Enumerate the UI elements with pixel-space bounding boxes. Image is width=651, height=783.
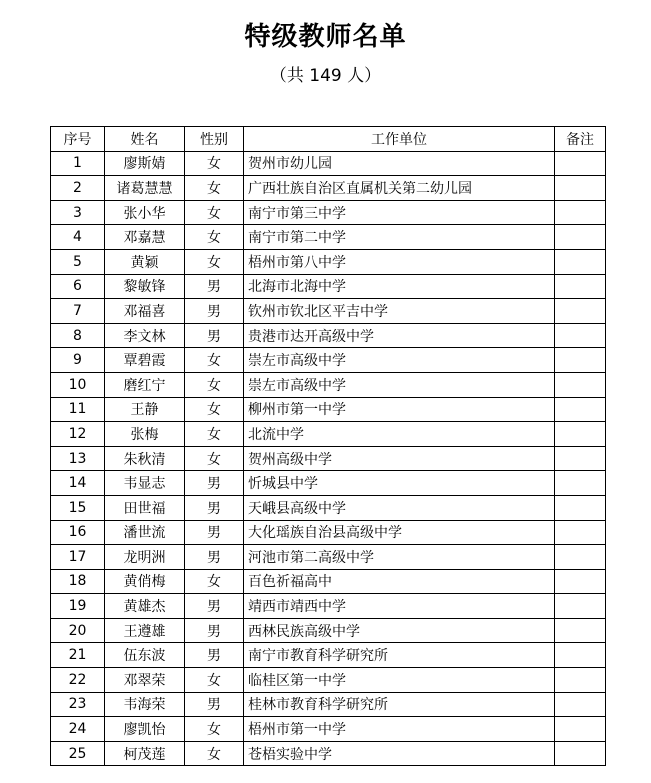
table-row — [51, 274, 606, 299]
cell-workplace: 临桂区第一中学 — [244, 668, 555, 693]
cell-remarks — [555, 495, 606, 520]
cell-name: 韦显志 — [105, 471, 185, 496]
table-body — [51, 151, 606, 766]
cell-gender: 女 — [185, 176, 244, 201]
cell-gender: 男 — [185, 323, 244, 348]
cell-gender: 男 — [185, 299, 244, 324]
cell-number: 13 — [51, 446, 105, 471]
cell-number: 24 — [51, 717, 105, 742]
cell-number: 9 — [51, 348, 105, 373]
cell-gender: 女 — [185, 446, 244, 471]
cell-gender: 女 — [185, 372, 244, 397]
table-row — [51, 594, 606, 619]
cell-gender: 女 — [185, 348, 244, 373]
cell-number: 2 — [51, 176, 105, 201]
cell-name: 覃碧霞 — [105, 348, 185, 373]
cell-number: 25 — [51, 741, 105, 766]
cell-number: 10 — [51, 372, 105, 397]
cell-workplace: 广西壮族自治区直属机关第二幼儿园 — [244, 176, 555, 201]
cell-name: 邓嘉慧 — [105, 225, 185, 250]
cell-remarks — [555, 200, 606, 225]
header-row — [51, 127, 606, 152]
table-row — [51, 471, 606, 496]
cell-name: 潘世流 — [105, 520, 185, 545]
table-row — [51, 495, 606, 520]
cell-workplace: 崇左市高级中学 — [244, 372, 555, 397]
cell-gender: 女 — [185, 422, 244, 447]
cell-gender: 男 — [185, 520, 244, 545]
cell-number: 12 — [51, 422, 105, 447]
cell-number: 4 — [51, 225, 105, 250]
cell-number: 14 — [51, 471, 105, 496]
table-row — [51, 151, 606, 176]
table-row — [51, 348, 606, 373]
cell-workplace: 西林民族高级中学 — [244, 618, 555, 643]
cell-number: 5 — [51, 249, 105, 274]
cell-name: 廖凯怡 — [105, 717, 185, 742]
cell-remarks — [555, 372, 606, 397]
table-row — [51, 299, 606, 324]
table-row — [51, 249, 606, 274]
cell-number: 20 — [51, 618, 105, 643]
cell-workplace: 南宁市教育科学研究所 — [244, 643, 555, 668]
cell-workplace: 柳州市第一中学 — [244, 397, 555, 422]
table-row — [51, 569, 606, 594]
cell-gender: 女 — [185, 717, 244, 742]
cell-name: 龙明洲 — [105, 545, 185, 570]
cell-workplace: 靖西市靖西中学 — [244, 594, 555, 619]
table-row — [51, 741, 606, 766]
cell-remarks — [555, 717, 606, 742]
cell-gender: 女 — [185, 151, 244, 176]
cell-workplace: 贺州市幼儿园 — [244, 151, 555, 176]
cell-remarks — [555, 692, 606, 717]
cell-workplace: 桂林市教育科学研究所 — [244, 692, 555, 717]
cell-remarks — [555, 249, 606, 274]
cell-number: 6 — [51, 274, 105, 299]
cell-gender: 男 — [185, 618, 244, 643]
page-title: 特级教师名单 — [244, 22, 407, 52]
cell-workplace: 梧州市第八中学 — [244, 249, 555, 274]
table-row — [51, 618, 606, 643]
table-row — [51, 397, 606, 422]
cell-number: 7 — [51, 299, 105, 324]
cell-workplace: 贺州高级中学 — [244, 446, 555, 471]
cell-gender: 女 — [185, 668, 244, 693]
cell-gender: 女 — [185, 741, 244, 766]
teacher-list-table — [50, 126, 606, 766]
header-workplace: 工作单位 — [244, 127, 555, 152]
cell-name: 黄俏梅 — [105, 569, 185, 594]
cell-name: 李文林 — [105, 323, 185, 348]
cell-workplace: 贵港市达开高级中学 — [244, 323, 555, 348]
table-row — [51, 372, 606, 397]
cell-name: 王遵雄 — [105, 618, 185, 643]
table-header — [51, 127, 606, 152]
cell-workplace: 苍梧实验中学 — [244, 741, 555, 766]
cell-number: 19 — [51, 594, 105, 619]
table-row — [51, 520, 606, 545]
cell-remarks — [555, 741, 606, 766]
cell-remarks — [555, 643, 606, 668]
cell-remarks — [555, 274, 606, 299]
cell-remarks — [555, 471, 606, 496]
header-number: 序号 — [51, 127, 105, 152]
cell-workplace: 大化瑶族自治县高级中学 — [244, 520, 555, 545]
cell-workplace: 天峨县高级中学 — [244, 495, 555, 520]
cell-gender: 男 — [185, 274, 244, 299]
cell-name: 韦海荣 — [105, 692, 185, 717]
cell-number: 15 — [51, 495, 105, 520]
cell-name: 朱秋清 — [105, 446, 185, 471]
cell-remarks — [555, 151, 606, 176]
cell-number: 1 — [51, 151, 105, 176]
cell-number: 8 — [51, 323, 105, 348]
cell-number: 23 — [51, 692, 105, 717]
table-row — [51, 717, 606, 742]
cell-gender: 男 — [185, 471, 244, 496]
cell-remarks — [555, 446, 606, 471]
cell-remarks — [555, 348, 606, 373]
cell-gender: 女 — [185, 249, 244, 274]
cell-name: 黄雄杰 — [105, 594, 185, 619]
cell-name: 邓福喜 — [105, 299, 185, 324]
cell-name: 黄颖 — [105, 249, 185, 274]
cell-gender: 女 — [185, 397, 244, 422]
table-row — [51, 225, 606, 250]
cell-workplace: 崇左市高级中学 — [244, 348, 555, 373]
table-row — [51, 643, 606, 668]
header-gender: 性别 — [185, 127, 244, 152]
cell-name: 邓翠荣 — [105, 668, 185, 693]
cell-name: 柯茂莲 — [105, 741, 185, 766]
table-row — [51, 176, 606, 201]
cell-number: 3 — [51, 200, 105, 225]
cell-number: 21 — [51, 643, 105, 668]
cell-workplace: 北流中学 — [244, 422, 555, 447]
cell-name: 伍东波 — [105, 643, 185, 668]
cell-gender: 男 — [185, 495, 244, 520]
cell-name: 磨红宁 — [105, 372, 185, 397]
table-row — [51, 323, 606, 348]
table-row — [51, 668, 606, 693]
cell-name: 张梅 — [105, 422, 185, 447]
cell-remarks — [555, 520, 606, 545]
cell-name: 黎敏锋 — [105, 274, 185, 299]
cell-name: 王静 — [105, 397, 185, 422]
cell-workplace: 百色祈福高中 — [244, 569, 555, 594]
cell-number: 18 — [51, 569, 105, 594]
cell-workplace: 河池市第二高级中学 — [244, 545, 555, 570]
table-row — [51, 422, 606, 447]
cell-gender: 男 — [185, 545, 244, 570]
table-row — [51, 692, 606, 717]
cell-workplace: 北海市北海中学 — [244, 274, 555, 299]
cell-workplace: 钦州市钦北区平吉中学 — [244, 299, 555, 324]
cell-name: 田世福 — [105, 495, 185, 520]
cell-gender: 男 — [185, 594, 244, 619]
cell-remarks — [555, 299, 606, 324]
page-subtitle: （共 149 人） — [269, 66, 382, 86]
cell-remarks — [555, 618, 606, 643]
cell-remarks — [555, 422, 606, 447]
cell-gender: 女 — [185, 200, 244, 225]
header-name: 姓名 — [105, 127, 185, 152]
table-row — [51, 200, 606, 225]
cell-remarks — [555, 323, 606, 348]
table-row — [51, 446, 606, 471]
cell-remarks — [555, 545, 606, 570]
header-remarks: 备注 — [555, 127, 606, 152]
cell-workplace: 梧州市第一中学 — [244, 717, 555, 742]
cell-name: 诸葛慧慧 — [105, 176, 185, 201]
table-row — [51, 545, 606, 570]
cell-remarks — [555, 176, 606, 201]
cell-workplace: 南宁市第三中学 — [244, 200, 555, 225]
cell-gender: 男 — [185, 692, 244, 717]
cell-remarks — [555, 569, 606, 594]
cell-number: 11 — [51, 397, 105, 422]
cell-number: 17 — [51, 545, 105, 570]
cell-remarks — [555, 668, 606, 693]
cell-gender: 女 — [185, 569, 244, 594]
cell-gender: 男 — [185, 643, 244, 668]
cell-workplace: 南宁市第二中学 — [244, 225, 555, 250]
cell-name: 廖斯婧 — [105, 151, 185, 176]
cell-number: 22 — [51, 668, 105, 693]
cell-gender: 女 — [185, 225, 244, 250]
cell-remarks — [555, 225, 606, 250]
cell-remarks — [555, 594, 606, 619]
cell-workplace: 忻城县中学 — [244, 471, 555, 496]
cell-name: 张小华 — [105, 200, 185, 225]
cell-number: 16 — [51, 520, 105, 545]
cell-remarks — [555, 397, 606, 422]
